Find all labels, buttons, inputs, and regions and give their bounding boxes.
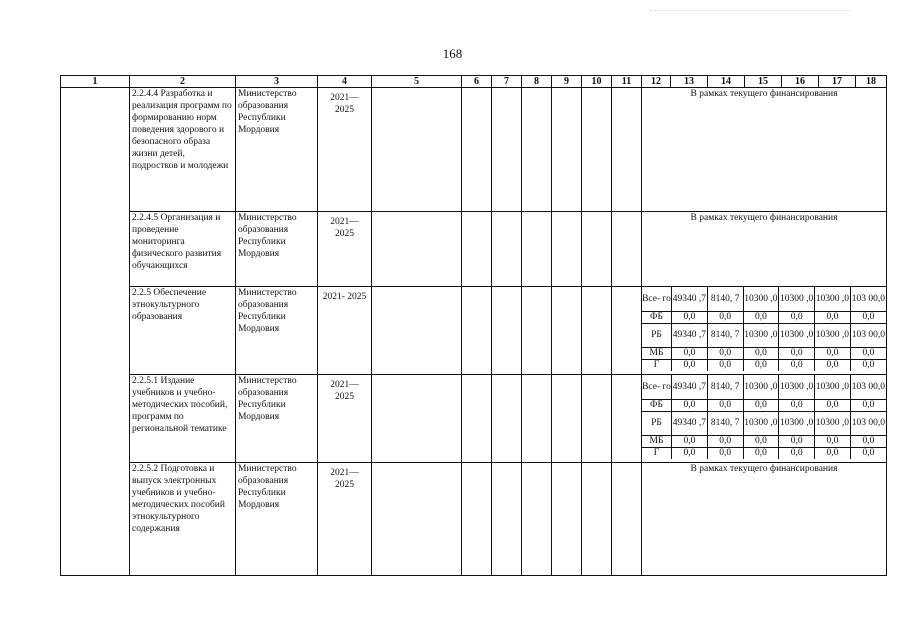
header-cell: 18 <box>856 76 887 88</box>
header-cell: 5 <box>372 76 462 88</box>
funding-value: 0,0 <box>707 347 743 359</box>
funding-row <box>642 435 886 447</box>
funding-value: 0,0 <box>743 435 779 447</box>
funding-row <box>642 375 886 399</box>
funding-table <box>642 375 886 459</box>
empty-cell <box>372 375 462 463</box>
executor: Министерство образования Республики Мордовия <box>236 287 318 375</box>
empty-cell <box>612 375 642 463</box>
header-row <box>61 76 887 88</box>
empty-cell <box>372 287 462 375</box>
funding-row <box>642 347 886 359</box>
funding-value: 0,0 <box>815 359 851 371</box>
header-cell: 17 <box>819 76 856 88</box>
empty-cell <box>582 88 612 212</box>
funding-value: 0,0 <box>672 435 708 447</box>
funding-value: 8140, 7 <box>707 323 743 347</box>
funding-value: 0,0 <box>672 311 708 323</box>
funding-value: 0,0 <box>779 399 815 411</box>
empty-cell <box>492 88 522 212</box>
funding-cell <box>642 287 887 375</box>
empty-cell <box>552 212 582 287</box>
funding-value: 8140, 7 <box>707 287 743 311</box>
funding-row <box>642 447 886 459</box>
funding-value: 10300 ,0 <box>779 375 815 399</box>
funding-value: 0,0 <box>707 399 743 411</box>
funding-value: 0,0 <box>672 399 708 411</box>
empty-cell <box>582 463 612 576</box>
empty-cell <box>492 375 522 463</box>
funding-source: Все- го <box>642 375 672 399</box>
empty-cell <box>552 375 582 463</box>
funding-value: 0,0 <box>815 447 851 459</box>
header-cell: 12 <box>642 76 671 88</box>
header-cell: 2 <box>130 76 236 88</box>
funding-value: 0,0 <box>707 435 743 447</box>
period: 2021- 2025 <box>318 287 372 375</box>
funding-value: 49340 ,7 <box>672 411 708 435</box>
funding-source: РБ <box>642 411 672 435</box>
funding-value: 0,0 <box>743 311 779 323</box>
empty-cell <box>492 463 522 576</box>
funding-source: ФБ <box>642 311 672 323</box>
funding-row <box>642 323 886 347</box>
table-row <box>61 88 887 212</box>
funding-value: 10300 ,0 <box>743 287 779 311</box>
empty-cell <box>492 212 522 287</box>
funding-value: 0,0 <box>815 311 851 323</box>
funding-row <box>642 311 886 323</box>
measure-name: 2.2.5 Обеспечение этнокультурного образования <box>130 287 236 375</box>
empty-cell <box>582 212 612 287</box>
empty-cell <box>462 88 492 212</box>
funding-value: 0,0 <box>815 435 851 447</box>
column-1-cell <box>61 88 130 576</box>
period: 2021— 2025 <box>318 88 372 212</box>
header-cell: 6 <box>462 76 492 88</box>
funding-value: 0,0 <box>850 347 886 359</box>
funding-source: МБ <box>642 347 672 359</box>
empty-cell <box>582 287 612 375</box>
program-table <box>60 75 887 576</box>
measure-name: 2.2.4.4 Разработка и реализация программ по формированию норм поведения здорового и безопасного образа жизни детей, подростков и молодежи <box>130 88 236 212</box>
empty-cell <box>522 212 552 287</box>
funding-value: 0,0 <box>779 359 815 371</box>
header-cell: 3 <box>236 76 318 88</box>
funding-value: 10300 ,0 <box>815 323 851 347</box>
executor: Министерство образования Республики Мордовия <box>236 88 318 212</box>
header-cell: 4 <box>318 76 372 88</box>
measure-name: 2.2.5.1 Издание учебников и учебно- методических пособий, программ по региональной тематике <box>130 375 236 463</box>
empty-cell <box>462 463 492 576</box>
funding-value: 103 00,0 <box>850 411 886 435</box>
header-cell: 13 <box>671 76 708 88</box>
funding-row <box>642 287 886 311</box>
executor: Министерство образования Республики Мордовия <box>236 212 318 287</box>
empty-cell <box>522 287 552 375</box>
funding-value: 49340 ,7 <box>672 287 708 311</box>
funding-value: 0,0 <box>815 399 851 411</box>
executor: Министерство образования Республики Мордовия <box>236 375 318 463</box>
funding-value: 0,0 <box>779 347 815 359</box>
funding-value: 0,0 <box>743 447 779 459</box>
empty-cell <box>522 463 552 576</box>
funding-value: 10300 ,0 <box>779 411 815 435</box>
empty-cell <box>462 212 492 287</box>
empty-cell <box>462 287 492 375</box>
funding-value: 0,0 <box>779 435 815 447</box>
table-row <box>61 375 887 463</box>
funding-value: 0,0 <box>850 359 886 371</box>
funding-value: 103 00,0 <box>850 287 886 311</box>
empty-cell <box>372 463 462 576</box>
funding-value: 103 00,0 <box>850 375 886 399</box>
scan-artifact <box>650 10 850 21</box>
funding-value: 0,0 <box>743 359 779 371</box>
funding-note: В рамках текущего финансирования <box>642 88 887 212</box>
funding-value: 10300 ,0 <box>743 375 779 399</box>
header-cell: 14 <box>708 76 745 88</box>
table-row <box>61 212 887 287</box>
funding-row <box>642 399 886 411</box>
header-cell: 8 <box>522 76 552 88</box>
funding-value: 49340 ,7 <box>672 375 708 399</box>
funding-source: Все- го <box>642 287 672 311</box>
funding-value: 10300 ,0 <box>815 375 851 399</box>
executor: Министерство образования Республики Мордовия <box>236 463 318 576</box>
funding-value: 0,0 <box>672 347 708 359</box>
header-cell: 16 <box>782 76 819 88</box>
header-cell: 1 <box>61 76 130 88</box>
empty-cell <box>492 287 522 375</box>
page-number: 168 <box>442 46 463 61</box>
table-row <box>61 463 887 576</box>
funding-value: 0,0 <box>672 359 708 371</box>
empty-cell <box>552 287 582 375</box>
funding-value: 0,0 <box>707 311 743 323</box>
funding-value: 10300 ,0 <box>779 287 815 311</box>
funding-value: 0,0 <box>850 311 886 323</box>
funding-row <box>642 411 886 435</box>
empty-cell <box>612 463 642 576</box>
empty-cell <box>462 375 492 463</box>
funding-value: 8140, 7 <box>707 411 743 435</box>
funding-value: 0,0 <box>707 359 743 371</box>
funding-value: 0,0 <box>850 435 886 447</box>
funding-value: 0,0 <box>850 447 886 459</box>
funding-source: РБ <box>642 323 672 347</box>
period: 2021— 2025 <box>318 463 372 576</box>
period: 2021— 2025 <box>318 212 372 287</box>
funding-value: 49340 ,7 <box>672 323 708 347</box>
empty-cell <box>522 88 552 212</box>
empty-cell <box>372 212 462 287</box>
header-cell: 15 <box>745 76 782 88</box>
funding-value: 0,0 <box>743 399 779 411</box>
funding-value: 0,0 <box>743 347 779 359</box>
funding-source: Г <box>642 359 672 371</box>
funding-note: В рамках текущего финансирования <box>642 463 887 576</box>
funding-row <box>642 359 886 371</box>
header-cell: 11 <box>612 76 642 88</box>
header-cell: 7 <box>492 76 522 88</box>
funding-cell <box>642 375 887 463</box>
funding-value: 10300 ,0 <box>815 287 851 311</box>
empty-cell <box>612 88 642 212</box>
empty-cell <box>582 375 612 463</box>
table-row <box>61 287 887 375</box>
empty-cell <box>372 88 462 212</box>
funding-value: 103 00,0 <box>850 323 886 347</box>
measure-name: 2.2.5.2 Подготовка и выпуск электронных учебников и учебно- методических пособий этнокультурного содержания <box>130 463 236 576</box>
funding-value: 8140, 7 <box>707 375 743 399</box>
funding-value: 0,0 <box>815 347 851 359</box>
funding-value: 0,0 <box>779 447 815 459</box>
funding-value: 10300 ,0 <box>743 411 779 435</box>
funding-value: 0,0 <box>850 399 886 411</box>
empty-cell <box>552 463 582 576</box>
funding-value: 0,0 <box>779 311 815 323</box>
empty-cell <box>552 88 582 212</box>
empty-cell <box>612 212 642 287</box>
funding-value: 0,0 <box>672 447 708 459</box>
measure-name: 2.2.4.5 Организация и проведение мониторинга физического развития обучающихся <box>130 212 236 287</box>
funding-source: ФБ <box>642 399 672 411</box>
funding-value: 10300 ,0 <box>815 411 851 435</box>
funding-note: В рамках текущего финансирования <box>642 212 887 287</box>
header-cell: 9 <box>552 76 582 88</box>
funding-value: 10300 ,0 <box>743 323 779 347</box>
funding-value: 0,0 <box>707 447 743 459</box>
period: 2021— 2025 <box>318 375 372 463</box>
header-cell: 10 <box>582 76 612 88</box>
funding-source: Г <box>642 447 672 459</box>
funding-value: 10300 ,0 <box>779 323 815 347</box>
empty-cell <box>522 375 552 463</box>
empty-cell <box>612 287 642 375</box>
funding-table <box>642 287 886 371</box>
funding-source: МБ <box>642 435 672 447</box>
